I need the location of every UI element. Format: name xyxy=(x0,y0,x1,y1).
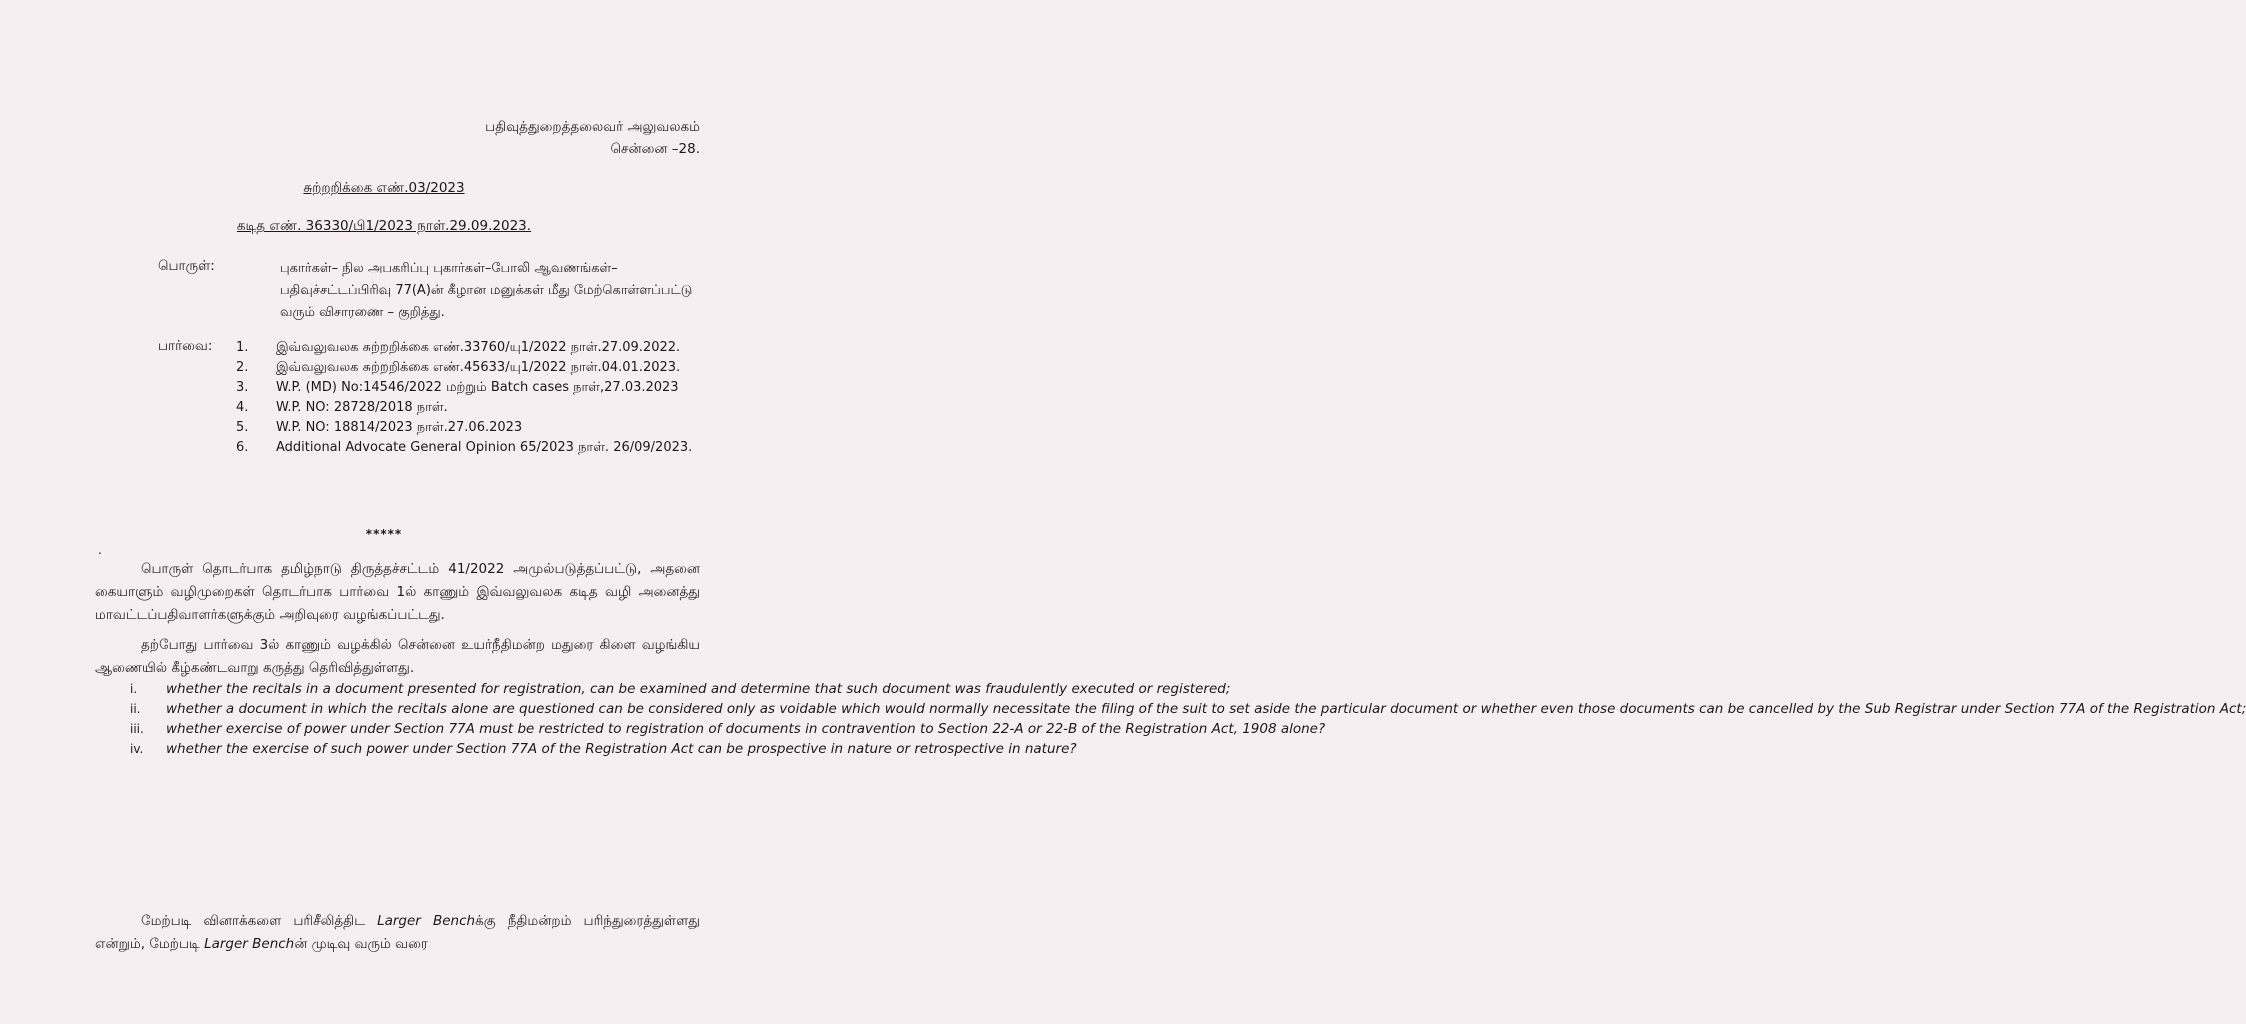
reference-item xyxy=(230,378,679,398)
court-issues-list xyxy=(130,680,2246,760)
reference-text: W.P. NO: 18814/2023 நாள்.27.06.2023 xyxy=(276,420,523,435)
paragraph-3-part-2: க்கு நீதிமன்றம் பரிந்துரைத்துள்ளது என்றும், மேற்படி xyxy=(95,913,700,952)
circular-number: சுற்றறிக்கை எண்.03/2023 xyxy=(303,180,465,196)
larger-bench-term: Larger Bench xyxy=(377,913,476,929)
issue-number: iii. xyxy=(130,722,144,736)
issue-number: iv. xyxy=(130,742,144,756)
reference-item xyxy=(230,418,650,438)
paragraph-3-text xyxy=(95,910,700,956)
reference-number: 1. xyxy=(236,340,249,355)
issue-number: i. xyxy=(130,682,138,696)
paragraph-3-part-1: மேற்படி வினாக்களை பரிசீலித்திட xyxy=(141,913,378,929)
office-header xyxy=(485,116,700,160)
paragraph-1 xyxy=(95,558,700,627)
references-list xyxy=(230,338,693,458)
separator-stars: ***** xyxy=(365,527,403,541)
references-label: பார்வை: xyxy=(158,338,213,354)
reference-text: W.P. (MD) No:14546/2022 மற்றும் Batch cases நாள்,27.03.2023 xyxy=(276,380,679,395)
reference-item xyxy=(230,398,650,418)
reference-number: 3. xyxy=(236,380,249,395)
reference-item xyxy=(230,338,681,358)
paragraph-1-text: பொருள் தொடர்பாக தமிழ்நாடு திருத்தச்சட்டம் 41/2022 அமுல்படுத்தப்பட்டு, அதனை கையாளும் வழிமுறைகள் தொடர்பாக பார்வை 1ல் காணும் இவ்வலுவலக கடித வழி அனைத்து மாவட்டப்பதிவாளர்களுக்கும் அறிவுரை வழங்கப்பட்டது. xyxy=(95,561,700,623)
reference-number: 6. xyxy=(236,440,249,455)
office-name: பதிவுத்துறைத்தலைவர் அலுவலகம் xyxy=(485,119,700,135)
subject-label: பொருள்: xyxy=(158,258,215,274)
reference-text: இவ்வலுவலக சுற்றறிக்கை எண்.45633/யு1/2022 நாள்.04.01.2023. xyxy=(276,360,681,375)
paragraph-2-text: தற்போது பார்வை 3ல் காணும் வழக்கில் சென்னை உயர்நீதிமன்ற மதுரை கிளை வழங்கிய ஆணையில் கீழ்கண்டவாறு கருத்து தெரிவித்துள்ளது. xyxy=(95,637,700,676)
reference-text: Additional Advocate General Opinion 65/2023 நாள். 26/09/2023. xyxy=(276,440,693,455)
reference-number: 2. xyxy=(236,360,249,375)
office-location: சென்னை –28. xyxy=(610,141,700,157)
issue-item xyxy=(130,740,1077,759)
reference-text: இவ்வலுவலக சுற்றறிக்கை எண்.33760/யு1/2022 நாள்.27.09.2022. xyxy=(276,340,681,355)
reference-text: W.P. NO: 28728/2018 நாள். xyxy=(276,400,448,415)
reference-item xyxy=(230,438,693,458)
letter-number: கடித எண். 36330/பி1/2023 நாள்.29.09.2023. xyxy=(236,218,532,234)
reference-number: 4. xyxy=(236,400,249,415)
paragraph-2 xyxy=(95,634,700,680)
issue-item xyxy=(130,720,1326,739)
subject-text: புகார்கள்– நில அபகரிப்பு புகார்கள்–போலி ஆவணங்கள்– பதிவுச்சட்டப்பிரிவு 77(A)ன் கீழான மனுக்கள் மீது மேற்கொள்ளப்பட்டு வரும் விசாரணை – குறித்து. xyxy=(280,261,693,320)
stray-dot: . xyxy=(98,543,102,557)
paragraph-3-part-3: ன் முடிவு வரும் வரை xyxy=(294,936,428,952)
issue-item xyxy=(130,700,2246,719)
reference-item xyxy=(230,358,681,378)
paragraph-3 xyxy=(95,910,700,956)
issue-text: whether a document in which the recitals alone are questioned can be considered only as voidable which would normally necessitate the filing of the suit to set aside the particular document or whether even those documents can be cancelled by the Sub Registrar under Section 77A of the Registration Act; xyxy=(166,701,2246,717)
issue-text: whether exercise of power under Section 77A must be restricted to registration of documents in contravention to Section 22-A or 22-B of the Registration Act, 1908 alone? xyxy=(166,721,1326,737)
issue-item xyxy=(130,680,1231,699)
issue-number: ii. xyxy=(130,702,141,716)
issue-text: whether the recitals in a document presented for registration, can be examined and determine that such document was fraudulently executed or registered; xyxy=(166,681,1231,697)
issue-text: whether the exercise of such power under Section 77A of the Registration Act can be prospective in nature or retrospective in nature? xyxy=(166,741,1077,757)
larger-bench-term: Larger Bench xyxy=(204,936,295,952)
reference-number: 5. xyxy=(236,420,249,435)
